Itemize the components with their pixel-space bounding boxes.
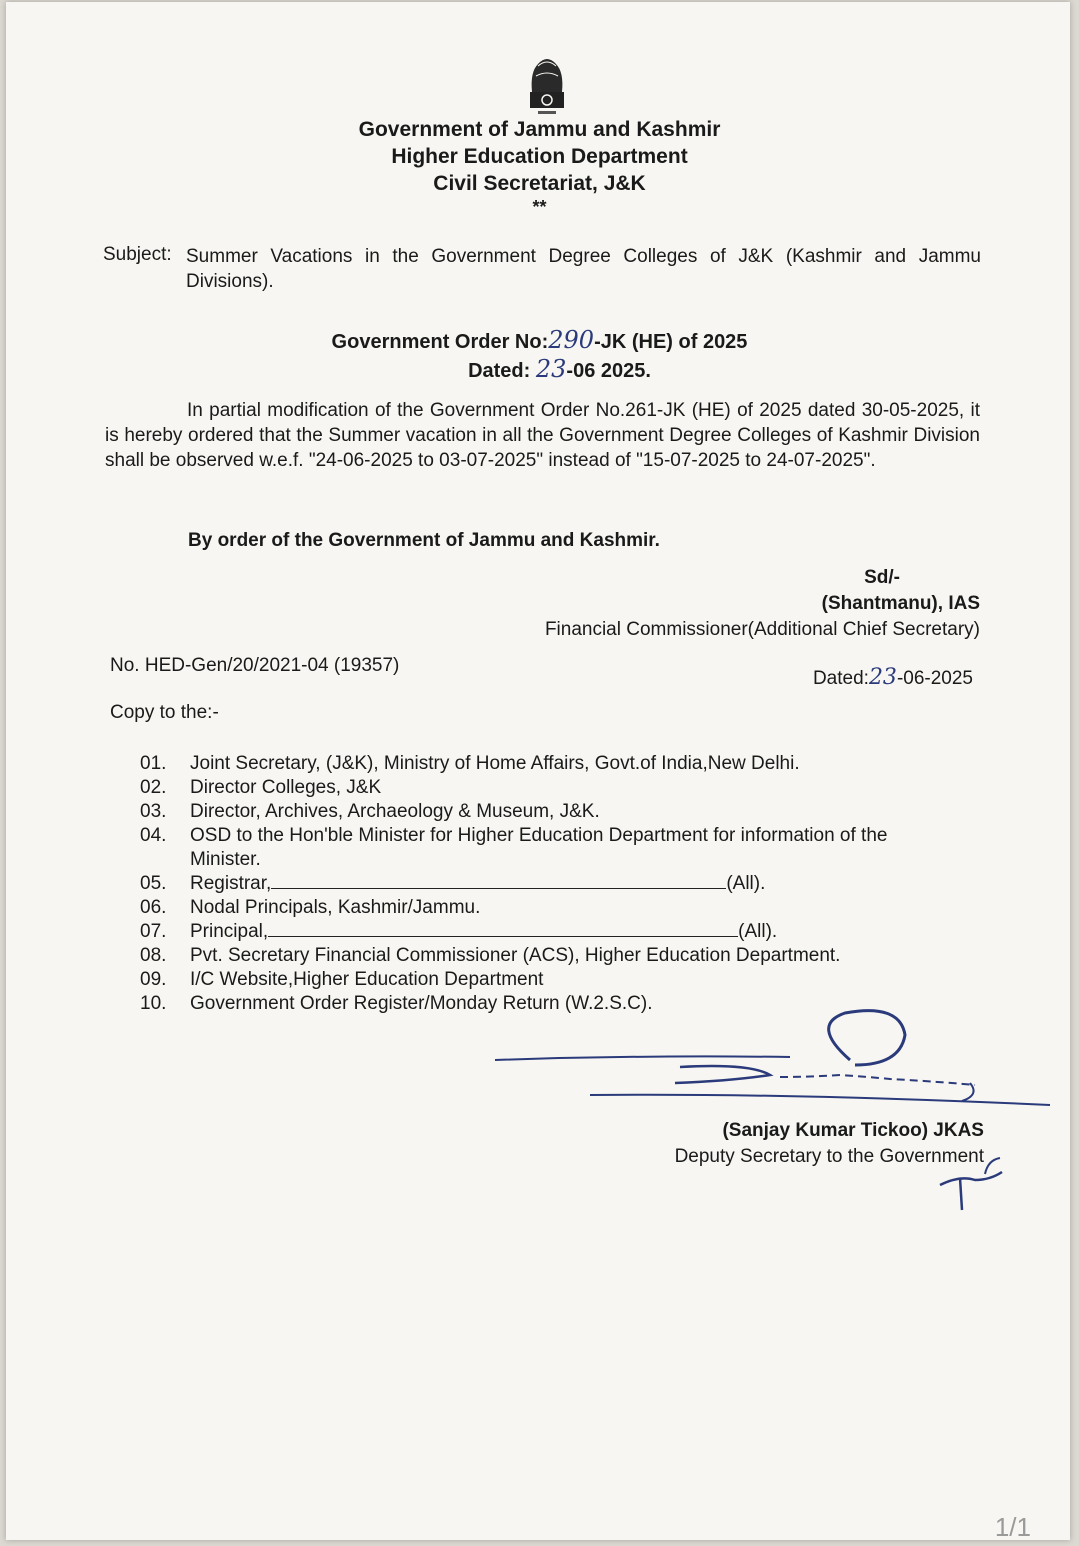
reference-dated-suffix: -06-2025 xyxy=(896,668,973,689)
list-item xyxy=(140,776,950,800)
list-item xyxy=(140,920,950,944)
order-number-handwritten: 290 xyxy=(548,326,595,354)
item-text: Nodal Principals, Kashmir/Jammu. xyxy=(190,897,481,918)
item-number: 09. xyxy=(140,969,167,990)
item-text: I/C Website,Higher Education Department xyxy=(190,969,544,990)
item-text-main: Principal, xyxy=(190,921,269,942)
list-item xyxy=(140,872,950,896)
item-number: 02. xyxy=(140,777,167,798)
first-signatory-block xyxy=(545,565,980,643)
reference-date xyxy=(813,665,973,690)
first-signatory-name: (Shantmanu), IAS xyxy=(821,593,980,614)
list-item xyxy=(140,752,950,776)
item-text: Pvt. Secretary Financial Commissioner (ACS), Higher Education Department. xyxy=(190,945,841,966)
item-number: 07. xyxy=(140,921,167,942)
initials-signature xyxy=(930,1150,1010,1215)
secretariat-title: Civil Secretariat, J&K xyxy=(433,172,646,195)
subject-text: Summer Vacations in the Government Degree Colleges of J&K (Kashmir and Jammu Divisions). xyxy=(186,246,981,292)
item-text: Director, Archives, Archaeology & Museum, J&K. xyxy=(190,801,600,822)
sd-mark: Sd/- xyxy=(864,567,900,588)
item-number: 05. xyxy=(140,873,167,894)
list-item xyxy=(140,968,950,992)
department-title: Higher Education Department xyxy=(391,145,688,168)
item-number: 06. xyxy=(140,897,167,918)
handwritten-signature xyxy=(490,1005,1060,1115)
order-suffix: -JK (HE) of 2025 xyxy=(594,331,748,353)
list-item xyxy=(140,800,950,824)
second-signatory-designation: Deputy Secretary to the Government xyxy=(674,1146,984,1167)
item-text: OSD to the Hon'ble Minister for Higher Education Department for information of the Minister. xyxy=(190,825,888,870)
item-text: Government Order Register/Monday Return (W.2.S.C). xyxy=(190,993,653,1014)
copy-to-label: Copy to the:- xyxy=(110,702,219,723)
list-item xyxy=(140,824,950,872)
item-text-tail: (All). xyxy=(738,921,778,942)
subject-label: Subject: xyxy=(103,244,172,265)
order-dated-prefix: Dated: xyxy=(468,360,531,382)
item-text-tail: (All). xyxy=(726,873,766,894)
list-item xyxy=(140,944,950,968)
item-number: 01. xyxy=(140,753,167,774)
fill-blank-line xyxy=(271,874,726,889)
order-prefix: Government Order No: xyxy=(331,331,549,353)
item-number: 03. xyxy=(140,801,167,822)
item-number: 08. xyxy=(140,945,167,966)
item-text xyxy=(190,920,950,944)
reference-dated-day-handwritten: 23 xyxy=(868,665,897,690)
page-indicator: 1/1 xyxy=(994,1512,1031,1542)
fill-blank-line xyxy=(268,922,738,937)
first-signatory-designation: Financial Commissioner(Additional Chief Secretary) xyxy=(544,619,980,640)
by-order-line: By order of the Government of Jammu and Kashmir. xyxy=(188,530,660,551)
header-stars: ** xyxy=(532,197,547,217)
reference-dated-prefix: Dated: xyxy=(812,668,869,689)
reference-number: No. HED-Gen/20/2021-04 (19357) xyxy=(110,655,400,676)
item-text-main: Registrar, xyxy=(190,873,272,894)
item-text xyxy=(190,872,950,896)
order-body-paragraph: In partial modification of the Government Order No.261-JK (HE) of 2025 dated 30-05-2025, it is hereby ordered that the Summer vacation in all the Government Degree Colleges of Kashmir Division shall be observed w.e.f. "24-06-2025 to 03-07-2025" instead of "15-07-2025 to 24-07-2025". xyxy=(105,400,980,471)
order-dated-suffix: -06 2025. xyxy=(566,360,651,382)
order-number-line xyxy=(0,326,1079,354)
recipient-list xyxy=(140,752,950,1016)
second-signatory-name: (Sanjay Kumar Tickoo) JKAS xyxy=(722,1120,984,1141)
item-text: Director Colleges, J&K xyxy=(190,777,382,798)
item-number: 10. xyxy=(140,993,167,1014)
item-text: Joint Secretary, (J&K), Ministry of Home Affairs, Govt.of India,New Delhi. xyxy=(190,753,800,774)
order-date-line xyxy=(0,355,1079,383)
list-item xyxy=(140,896,950,920)
order-dated-day-handwritten: 23 xyxy=(535,355,567,383)
item-number: 04. xyxy=(140,825,167,846)
state-emblem-icon xyxy=(520,52,574,118)
govt-title: Government of Jammu and Kashmir xyxy=(358,118,721,141)
